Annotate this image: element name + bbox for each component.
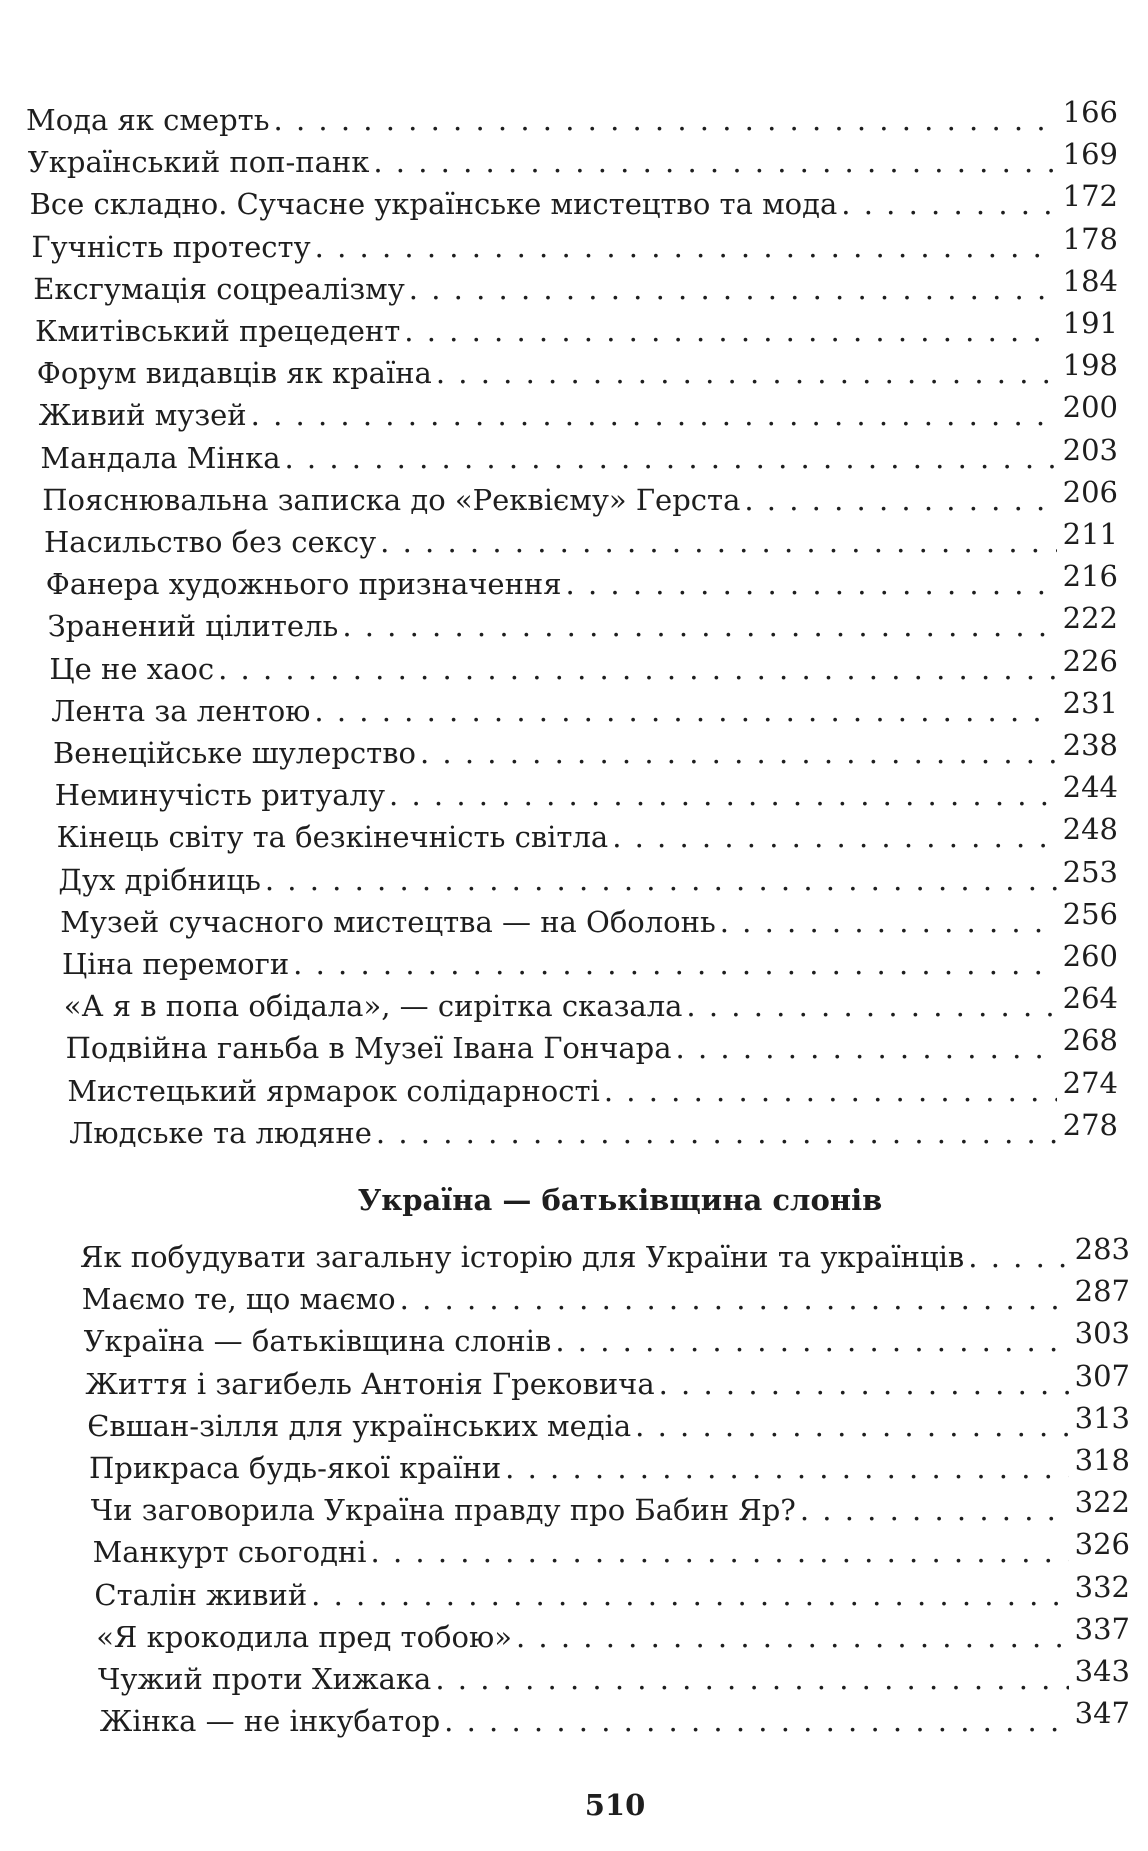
toc-entry-title: Чужий проти Хижака [98,1662,432,1696]
toc-entry-page: 226 [1062,643,1118,678]
toc-leader-dots [376,1113,1057,1153]
toc-entry-title: Український поп-панк [27,145,370,180]
toc-entry [80,1233,1130,1277]
toc-entry-title: Прикраса будь-якої країни [89,1451,502,1485]
toc-leader-dots [676,1028,1057,1068]
toc-entry [91,1486,1130,1530]
toc-entry [53,729,1118,773]
toc-leader-dots [420,733,1057,773]
toc-leader-dots [311,1575,1068,1615]
toc-entry-title: Ціна перемоги [62,947,290,981]
toc-entry [40,434,1118,478]
toc-entry-title: Неминучість ритуалу [54,778,386,813]
toc-entry-title: Венеційське шулерство [53,736,416,770]
toc-entry [51,687,1118,731]
toc-entry [35,307,1118,351]
toc-leader-dots [612,817,1056,857]
toc-leader-dots [314,691,1056,731]
toc-entry [44,518,1118,562]
toc-entry-page: 184 [1062,263,1118,298]
toc-entry [85,1360,1130,1404]
toc-entry-page: 203 [1062,432,1118,467]
toc-entry [66,1024,1118,1068]
toc-entry-title: Живий музей [38,398,247,433]
toc-entry [84,1317,1130,1361]
toc-entry [98,1655,1130,1699]
toc-entry-page: 238 [1062,728,1118,762]
toc-leader-dots [516,1617,1069,1657]
toc-leader-dots [555,1321,1068,1361]
toc-leader-dots [373,142,1056,182]
toc-entry-title: Сталін живий [94,1577,308,1612]
toc-entry-title: Ексгумація соцреалізму [33,271,405,306]
toc-entry-page: 347 [1074,1696,1130,1731]
toc-entry-page: 206 [1062,474,1118,509]
toc-entry-title: «А я в попа обідала», — сирітка сказала [63,989,683,1024]
toc-leader-dots [285,438,1057,478]
toc-entry-page: 307 [1074,1358,1130,1393]
toc-entry-title: Пояснювальна записка до «Реквієму» Герста [42,482,741,517]
toc-entry-title: Кмитівський прецедент [35,314,401,348]
toc-entry-page: 287 [1074,1274,1130,1309]
toc-entry-page: 169 [1062,137,1118,172]
toc-entry [37,349,1118,393]
toc-entry-page: 248 [1062,812,1118,847]
toc-entry-title: Зранений цілитель [47,609,339,644]
page-number: 510 [584,1788,646,1822]
toc-entry-title: Манкурт сьогодні [92,1535,367,1570]
toc-entry-title: Все складно. Сучасне українське мистецтво та мода [29,187,838,222]
toc-entry-title: Євшан-зілля для українських медіа [87,1408,632,1443]
toc-entry-page: 322 [1074,1485,1130,1520]
toc-leader-dots [968,1237,1068,1277]
toc-entry-page: 244 [1062,770,1118,805]
toc-leader-dots [435,1659,1068,1699]
toc-entry [100,1697,1130,1741]
toc-leader-dots [218,649,1057,689]
toc-entry [69,1109,1118,1153]
toc-leader-dots [389,775,1057,815]
toc-entry-title: Дух дрібниць [58,862,261,897]
toc-entry [49,645,1118,689]
toc-entry [96,1613,1130,1657]
toc-leader-dots [265,860,1057,900]
toc-entry-page: 278 [1062,1107,1118,1142]
toc-entry-title: Як побудувати загальну історію для України та українців [80,1240,965,1274]
toc-entry-page: 268 [1062,1023,1118,1058]
toc-entry-page: 256 [1062,896,1118,931]
toc-leader-dots [436,353,1057,393]
toc-entry [62,940,1118,984]
toc-entry-page: 332 [1074,1569,1130,1604]
toc-entry [39,391,1118,435]
toc-entry-title: Мистецький ярмарок солідарності [67,1073,600,1108]
toc-entry [58,856,1118,900]
toc-entry [64,982,1118,1026]
toc-leader-dots [380,522,1057,562]
toc-entry-title: «Я крокодила пред тобою» [96,1619,512,1654]
toc-entry [33,265,1118,309]
toc-entry-page: 222 [1062,601,1118,636]
toc-entry-title: Людське та людяне [69,1115,372,1150]
toc-leader-dots [604,1071,1057,1111]
toc-entry-page: 198 [1062,348,1118,383]
toc-entry-title: Форум видавців як країна [36,356,432,391]
toc-leader-dots [315,227,1057,267]
toc-entry-page: 274 [1062,1065,1118,1100]
toc-entry [31,223,1118,267]
toc-entry-title: Фанера художнього призначення [45,567,562,602]
toc-entry-title: Жінка — не інкубатор [99,1704,441,1739]
toc-entry-title: Це не хаос [49,651,215,686]
toc-entry-title: Насильство без сексу [44,525,377,559]
toc-leader-dots [274,100,1057,140]
toc-entry-page: 318 [1074,1443,1130,1477]
toc-entry-page: 260 [1062,939,1118,973]
toc-entry-page: 264 [1062,981,1118,1016]
toc-entry-page: 166 [1062,95,1118,129]
toc-leader-dots [841,184,1056,224]
toc-entry-page: 313 [1074,1400,1130,1435]
toc-entry-page: 283 [1074,1232,1130,1266]
toc-leader-dots [744,480,1056,520]
toc-entry-page: 178 [1062,221,1118,256]
toc-entry-title: Подвійна ганьба в Музеї Івана Гончара [65,1031,672,1066]
toc-leader-dots [800,1490,1069,1530]
toc-entry [82,1275,1130,1319]
section-heading: Україна — батьківщина слонів [357,1183,883,1217]
toc-entry [55,771,1118,815]
toc-entry-page: 326 [1074,1527,1130,1562]
toc-entry-title: Лента за лентою [51,693,311,728]
toc-entry-title: Чи заговорила Україна правду про Бабин Яр? [90,1493,796,1528]
toc-leader-dots [400,1279,1069,1319]
toc-leader-dots [505,1448,1068,1488]
toc-leader-dots [635,1406,1068,1446]
toc-entry [89,1444,1130,1488]
toc-entry-page: 216 [1062,559,1118,594]
toc-leader-dots [720,902,1057,942]
toc-leader-dots [293,944,1056,984]
toc-leader-dots [371,1532,1069,1572]
toc-leader-dots [444,1701,1068,1741]
toc-entry [87,1402,1130,1446]
toc-entry-title: Музей сучасного мистецтва — на Оболонь [60,904,716,939]
toc-entry-title: Кінець світу та безкінечність світла [56,820,609,855]
toc-entry-title: Україна — батьківщина слонів [83,1324,552,1359]
toc-entry-page: 253 [1062,854,1118,889]
toc-entry [28,138,1118,182]
toc-entry [26,96,1118,140]
toc-entry [57,813,1118,857]
toc-leader-dots [566,564,1057,604]
toc-leader-dots [404,311,1056,351]
toc-leader-dots [686,986,1056,1026]
toc-entry-page: 211 [1062,517,1118,551]
toc-leader-dots [342,606,1056,646]
toc-entry [30,180,1118,224]
toc-entry-page: 231 [1062,685,1118,720]
toc-entry-page: 343 [1074,1654,1130,1688]
toc-entry-page: 172 [1062,179,1118,214]
toc-entry [42,476,1118,520]
toc-entry-page: 191 [1062,306,1118,340]
toc-entry-title: Життя і загибель Антонія Грековича [85,1366,655,1401]
toc-entry-page: 200 [1062,390,1118,425]
toc-entry-title: Мода як смерть [26,103,270,137]
toc-leader-dots [659,1364,1069,1404]
toc-entry-title: Гучність протесту [31,229,311,264]
toc-entry [94,1571,1130,1615]
toc-entry [93,1528,1130,1572]
toc-entry-page: 303 [1074,1316,1130,1351]
toc-entry [48,602,1118,646]
toc-entry [60,898,1118,942]
toc-entry-page: 337 [1074,1611,1130,1646]
toc-leader-dots [251,395,1057,435]
toc-entry-title: Мандала Мінка [40,440,281,475]
toc-entry [46,560,1118,604]
toc-leader-dots [409,269,1057,309]
toc-entry [67,1067,1118,1111]
toc-entry-title: Маємо те, що маємо [81,1282,396,1317]
